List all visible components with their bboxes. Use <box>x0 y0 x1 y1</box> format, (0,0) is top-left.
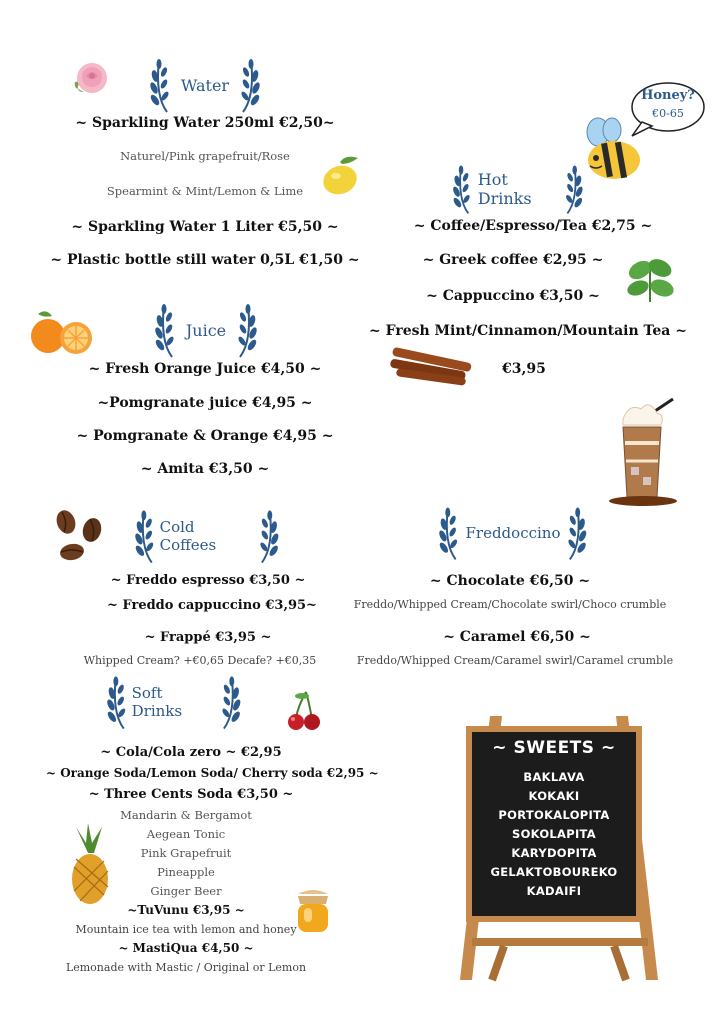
laurel-left-icon <box>438 502 462 564</box>
freddoccino-chocolate-desc: Freddo/Whipped Cream/Chocolate swirl/Choco crumble <box>353 598 667 611</box>
laurel-right-icon <box>564 502 588 564</box>
sweet-item: PORTOKALOPITA <box>498 808 610 822</box>
hot-drink-item: ~ Greek coffee €2,95 ~ <box>422 252 604 268</box>
tea-price: €3,95 <box>502 361 546 377</box>
freddoccino-caramel: ~ Caramel €6,50 ~ <box>443 629 591 645</box>
freddoccino-heading-text: Freddoccino <box>465 524 561 542</box>
soft-drink-three-cents: ~ Three Cents Soda €3,50 ~ <box>88 787 294 802</box>
hot-drink-item: ~ Coffee/Espresso/Tea €2,75 ~ <box>413 218 653 234</box>
three-cents-flavor: Mandarin & Bergamot <box>120 808 252 822</box>
coffee-beans-icon <box>52 506 108 566</box>
laurel-right-icon <box>234 301 258 359</box>
orange-icon <box>28 308 96 358</box>
hot-drink-item: ~ Fresh Mint/Cinnamon/Mountain Tea ~ <box>369 323 687 339</box>
freddoccino-heading <box>438 502 588 564</box>
freddoccino-chocolate: ~ Chocolate €6,50 ~ <box>429 573 591 589</box>
cold-coffee-item: ~ Freddo cappuccino €3,95~ <box>107 598 317 613</box>
honey-bubble-line1: Honey? <box>641 88 695 103</box>
soft-drink-tuvunu: ~TuVunu €3,95 ~ <box>127 903 245 917</box>
rose-icon <box>70 58 114 98</box>
honey-speech-bubble <box>626 80 706 134</box>
juice-item: ~ Pomgranate & Orange €4,95 ~ <box>76 428 334 444</box>
cinnamon-icon <box>386 347 480 389</box>
sparkling-water-liter-item: ~ Sparkling Water 1 Liter €5,50 ~ <box>71 219 339 235</box>
pineapple-icon <box>60 823 116 905</box>
laurel-left-icon <box>134 507 158 565</box>
soft-drink-mastiqua: ~ MastiQua €4,50 ~ <box>118 941 254 955</box>
hot-drinks-heading-text: Hot Drinks <box>477 170 532 208</box>
sweet-item: KOKAKI <box>528 789 580 803</box>
laurel-right-icon <box>218 673 242 731</box>
three-cents-flavor: Aegean Tonic <box>146 827 226 841</box>
juice-item: ~ Amita €3,50 ~ <box>140 461 270 477</box>
honey-bubble-line2: €0-65 <box>652 107 684 120</box>
laurel-right-icon <box>237 56 261 114</box>
laurel-left-icon <box>106 673 130 731</box>
three-cents-flavor: Ginger Beer <box>150 884 222 898</box>
water-heading-text: Water <box>180 75 230 95</box>
soft-drink-cola: ~ Cola/Cola zero ~ €2,95 <box>100 745 282 760</box>
sweets-list <box>472 768 636 901</box>
sweet-item: KADAIFI <box>526 884 582 898</box>
mint-icon <box>622 250 680 306</box>
sweets-chalkboard <box>466 726 642 922</box>
laurel-right-icon <box>256 507 280 565</box>
cold-coffee-item: ~ Freddo espresso €3,50 ~ <box>110 573 306 588</box>
juice-item: ~ Fresh Orange Juice €4,50 ~ <box>88 361 322 377</box>
three-cents-flavor: Pineapple <box>157 865 215 879</box>
laurel-left-icon <box>452 160 474 218</box>
honey-jar-icon <box>290 886 336 936</box>
sweets-board <box>452 712 666 982</box>
sweets-title: ~ SWEETS ~ <box>492 738 616 758</box>
water-flavors-1: Naturel/Pink grapefruit/Rose <box>120 149 290 163</box>
mastiqua-desc: Lemonade with Mastic / Original or Lemon <box>65 961 307 974</box>
iced-coffee-icon <box>603 397 687 511</box>
juice-heading-text: Juice <box>185 320 227 340</box>
cherries-icon <box>284 690 324 734</box>
sweet-item: SOKOLAPITA <box>511 827 597 841</box>
water-heading <box>130 56 280 114</box>
cold-coffee-item: ~ Frappé €3,95 ~ <box>144 630 272 645</box>
sweet-item: GELAKTOBOUREKO <box>490 865 618 879</box>
sweet-item: KARYDOPITA <box>511 846 597 860</box>
laurel-left-icon <box>154 301 178 359</box>
lemon-icon <box>318 152 364 198</box>
juice-heading <box>140 301 272 359</box>
sparkling-water-item: ~ Sparkling Water 250ml €2,50~ <box>75 115 335 131</box>
laurel-left-icon <box>149 56 173 114</box>
still-water-item: ~ Plastic bottle still water 0,5L €1,50 ~ <box>50 252 360 268</box>
tuvunu-desc: Mountain ice tea with lemon and honey <box>75 923 297 936</box>
cold-coffees-heading <box>134 507 280 565</box>
cold-coffees-heading-text: Cold Coffees <box>159 518 217 554</box>
juice-item: ~Pomgranate juice €4,95 ~ <box>97 395 313 411</box>
three-cents-flavor: Pink Grapefruit <box>140 846 232 860</box>
hot-drink-item: ~ Cappuccino €3,50 ~ <box>426 288 600 304</box>
soft-drink-sodas: ~ Orange Soda/Lemon Soda/ Cherry soda €2,95 ~ <box>46 766 379 780</box>
soft-drinks-heading <box>106 673 242 731</box>
cold-coffee-extras: Whipped Cream? +€0,65 Decafe? +€0,35 <box>83 654 317 667</box>
freddoccino-caramel-desc: Freddo/Whipped Cream/Caramel swirl/Caramel crumble <box>356 654 674 667</box>
soft-drinks-heading-text: Soft Drinks <box>131 684 183 720</box>
hot-drinks-heading <box>452 160 584 218</box>
sweet-item: BAKLAVA <box>523 770 585 784</box>
water-flavors-2: Spearmint & Mint/Lemon & Lime <box>106 184 304 198</box>
